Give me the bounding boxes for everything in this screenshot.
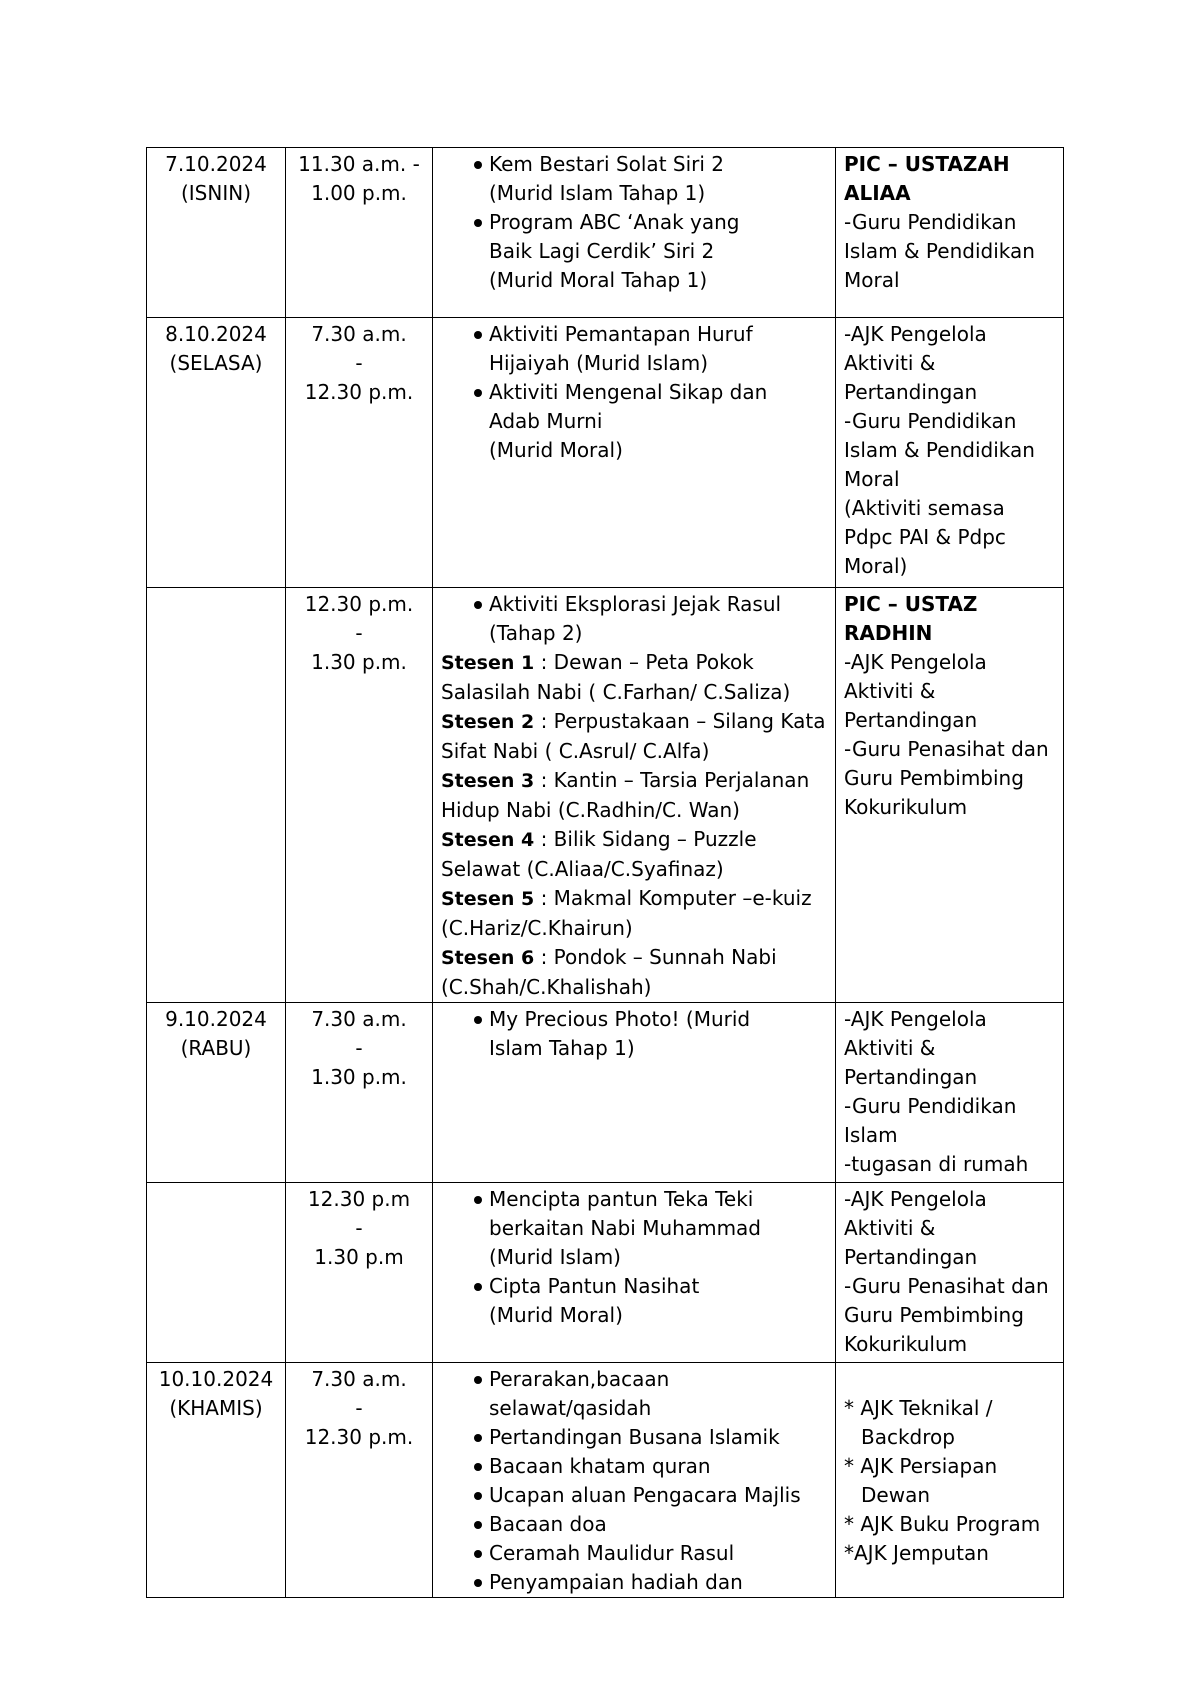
pic-line: Islam xyxy=(844,1123,898,1147)
date-cell xyxy=(147,1363,286,1598)
station-label: Stesen 6 xyxy=(441,947,535,969)
pic-line: Moral) xyxy=(844,554,908,578)
time-line: 12.30 p.m. xyxy=(304,1425,414,1449)
pic-item: * AJK Buku Program xyxy=(844,1512,1041,1536)
pic-line: Aktiviti & xyxy=(844,351,936,375)
time-line: 1.30 p.m. xyxy=(311,1065,407,1089)
pic-line: -tugasan di rumah xyxy=(844,1152,1029,1176)
day: (RABU) xyxy=(180,1036,252,1060)
pic-line: -Guru Penasihat dan xyxy=(844,1274,1049,1298)
pic-item: * AJK Teknikal / xyxy=(844,1396,993,1420)
pic-line: -Guru Pendidikan xyxy=(844,1094,1017,1118)
activity-cell xyxy=(433,1183,836,1363)
pic-line: Islam & Pendidikan xyxy=(844,239,1035,263)
time-line: 1.00 p.m. xyxy=(311,181,407,205)
table-row xyxy=(147,148,1064,318)
station-entry: Stesen 2 : Perpustakaan – Silang Kata Sifat Nabi ( C.Asrul/ C.Alfa) xyxy=(441,709,826,763)
pic-line: Pertandingan xyxy=(844,708,978,732)
station-label: Stesen 3 xyxy=(441,770,535,792)
pic-line: -Guru Pendidikan xyxy=(844,409,1017,433)
time-line: 12.30 p.m. xyxy=(304,380,414,404)
date-cell xyxy=(147,318,286,588)
station-entry: Stesen 5 : Makmal Komputer –e-kuiz (C.Hariz/C.Khairun) xyxy=(441,886,812,940)
station-entry: Stesen 4 : Bilik Sidang – Puzzle Selawat (C.Aliaa/C.Syafinaz) xyxy=(441,827,757,881)
activity-item: My Precious Photo! (Murid Islam Tahap 1) xyxy=(441,1005,827,1063)
activity-item: Kem Bestari Solat Siri 2 (Murid Islam Tahap 1) xyxy=(441,150,827,208)
pic-title: PIC – USTAZAH xyxy=(844,152,1010,176)
pic-item-cont: Dewan xyxy=(861,1483,930,1507)
date: 9.10.2024 xyxy=(165,1007,267,1031)
pic-cell xyxy=(836,1183,1064,1363)
time-line: 12.30 p.m xyxy=(307,1187,411,1211)
time-line: 1.30 p.m xyxy=(314,1245,404,1269)
pic-cell xyxy=(836,148,1064,318)
table-row xyxy=(147,318,1064,588)
pic-line: Guru Pembimbing xyxy=(844,1303,1024,1327)
time-line: - xyxy=(355,1216,363,1240)
date: 7.10.2024 xyxy=(165,152,267,176)
pic-line: Pertandingan xyxy=(844,1065,978,1089)
table-row xyxy=(147,1363,1064,1598)
activity-item: Mencipta pantun Teka Teki berkaitan Nabi Muhammad (Murid Islam) xyxy=(441,1185,827,1272)
pic-cell xyxy=(836,318,1064,588)
pic-title: RADHIN xyxy=(844,621,933,645)
activity-item: Penyampaian hadiah dan xyxy=(441,1568,827,1597)
time-cell xyxy=(286,588,433,1003)
pic-cell xyxy=(836,588,1064,1003)
activity-item: Pertandingan Busana Islamik xyxy=(441,1423,827,1452)
table-row xyxy=(147,1003,1064,1183)
pic-line: Pertandingan xyxy=(844,1245,978,1269)
time-line: 12.30 p.m. xyxy=(304,592,414,616)
activity-item: Perarakan,bacaan selawat/qasidah xyxy=(441,1365,827,1423)
time-line: - xyxy=(355,1036,363,1060)
station-label: Stesen 5 xyxy=(441,888,535,910)
station-label: Stesen 4 xyxy=(441,829,535,851)
time-cell xyxy=(286,1183,433,1363)
activity-item: Ceramah Maulidur Rasul xyxy=(441,1539,827,1568)
pic-line: -AJK Pengelola xyxy=(844,650,987,674)
time-cell xyxy=(286,1003,433,1183)
date-cell xyxy=(147,588,286,1003)
pic-line: Aktiviti & xyxy=(844,1216,936,1240)
pic-line: Guru Pembimbing xyxy=(844,766,1024,790)
time-line: 7.30 a.m. xyxy=(311,1007,407,1031)
activity-item: Cipta Pantun Nasihat (Murid Moral) xyxy=(441,1272,827,1330)
pic-title: PIC – USTAZ xyxy=(844,592,978,616)
schedule-table xyxy=(146,147,1064,1598)
activity-item: Aktiviti Pemantapan Huruf Hijaiyah (Murid Islam) xyxy=(441,320,827,378)
date-cell xyxy=(147,148,286,318)
pic-cell xyxy=(836,1363,1064,1598)
pic-line: Pdpc PAI & Pdpc xyxy=(844,525,1006,549)
pic-title: ALIAA xyxy=(844,181,911,205)
activity-cell xyxy=(433,1363,836,1598)
pic-line: (Aktiviti semasa xyxy=(844,496,1005,520)
pic-line: Aktiviti & xyxy=(844,1036,936,1060)
activity-cell xyxy=(433,588,836,1003)
station-entry: Stesen 3 : Kantin – Tarsia Perjalanan Hidup Nabi (C.Radhin/C. Wan) xyxy=(441,768,810,822)
date-cell xyxy=(147,1003,286,1183)
activity-cell xyxy=(433,318,836,588)
pic-item: * AJK Persiapan xyxy=(844,1454,998,1478)
date: 10.10.2024 xyxy=(158,1367,274,1391)
day: (KHAMIS) xyxy=(169,1396,263,1420)
pic-line: Pertandingan xyxy=(844,380,978,404)
pic-line: Moral xyxy=(844,467,900,491)
activity-cell xyxy=(433,148,836,318)
time-line: - xyxy=(355,1396,363,1420)
time-cell xyxy=(286,318,433,588)
pic-line: Aktiviti & xyxy=(844,679,936,703)
pic-line: Moral xyxy=(844,268,900,292)
pic-line: -AJK Pengelola xyxy=(844,1187,987,1211)
station-label: Stesen 1 xyxy=(441,652,535,674)
pic-line: Kokurikulum xyxy=(844,1332,968,1356)
activity-item: Ucapan aluan Pengacara Majlis xyxy=(441,1481,827,1510)
station-entry: Stesen 6 : Pondok – Sunnah Nabi (C.Shah/C.Khalishah) xyxy=(441,945,777,999)
activity-item: Bacaan khatam quran xyxy=(441,1452,827,1481)
time-line: 7.30 a.m. xyxy=(311,322,407,346)
station-entry: Stesen 1 : Dewan – Peta Pokok Salasilah Nabi ( C.Farhan/ C.Saliza) xyxy=(441,650,791,704)
pic-line: Islam & Pendidikan xyxy=(844,438,1035,462)
activity-cell xyxy=(433,1003,836,1183)
time-cell xyxy=(286,1363,433,1598)
time-line: 1.30 p.m. xyxy=(311,650,407,674)
date: 8.10.2024 xyxy=(165,322,267,346)
day: (SELASA) xyxy=(169,351,263,375)
pic-line: -AJK Pengelola xyxy=(844,1007,987,1031)
date-cell xyxy=(147,1183,286,1363)
station-label: Stesen 2 xyxy=(441,711,535,733)
time-cell xyxy=(286,148,433,318)
day: (ISNIN) xyxy=(180,181,252,205)
pic-cell xyxy=(836,1003,1064,1183)
pic-item: *AJK Jemputan xyxy=(844,1541,989,1565)
activity-item: Program ABC ‘Anak yang Baik Lagi Cerdik’ Siri 2 (Murid Moral Tahap 1) xyxy=(441,208,827,295)
time-line: 11.30 a.m. - xyxy=(298,152,420,176)
pic-line: -Guru Penasihat dan xyxy=(844,737,1049,761)
table-row xyxy=(147,588,1064,1003)
time-line: - xyxy=(355,621,363,645)
time-line: 7.30 a.m. xyxy=(311,1367,407,1391)
time-line: - xyxy=(355,351,363,375)
activity-item: Bacaan doa xyxy=(441,1510,827,1539)
pic-line: -AJK Pengelola xyxy=(844,322,987,346)
table-row xyxy=(147,1183,1064,1363)
pic-line: Kokurikulum xyxy=(844,795,968,819)
activity-item: Aktiviti Mengenal Sikap dan Adab Murni (Murid Moral) xyxy=(441,378,827,465)
pic-item-cont: Backdrop xyxy=(861,1425,955,1449)
pic-line: -Guru Pendidikan xyxy=(844,210,1017,234)
activity-item: Aktiviti Eksplorasi Jejak Rasul (Tahap 2) xyxy=(441,590,827,648)
